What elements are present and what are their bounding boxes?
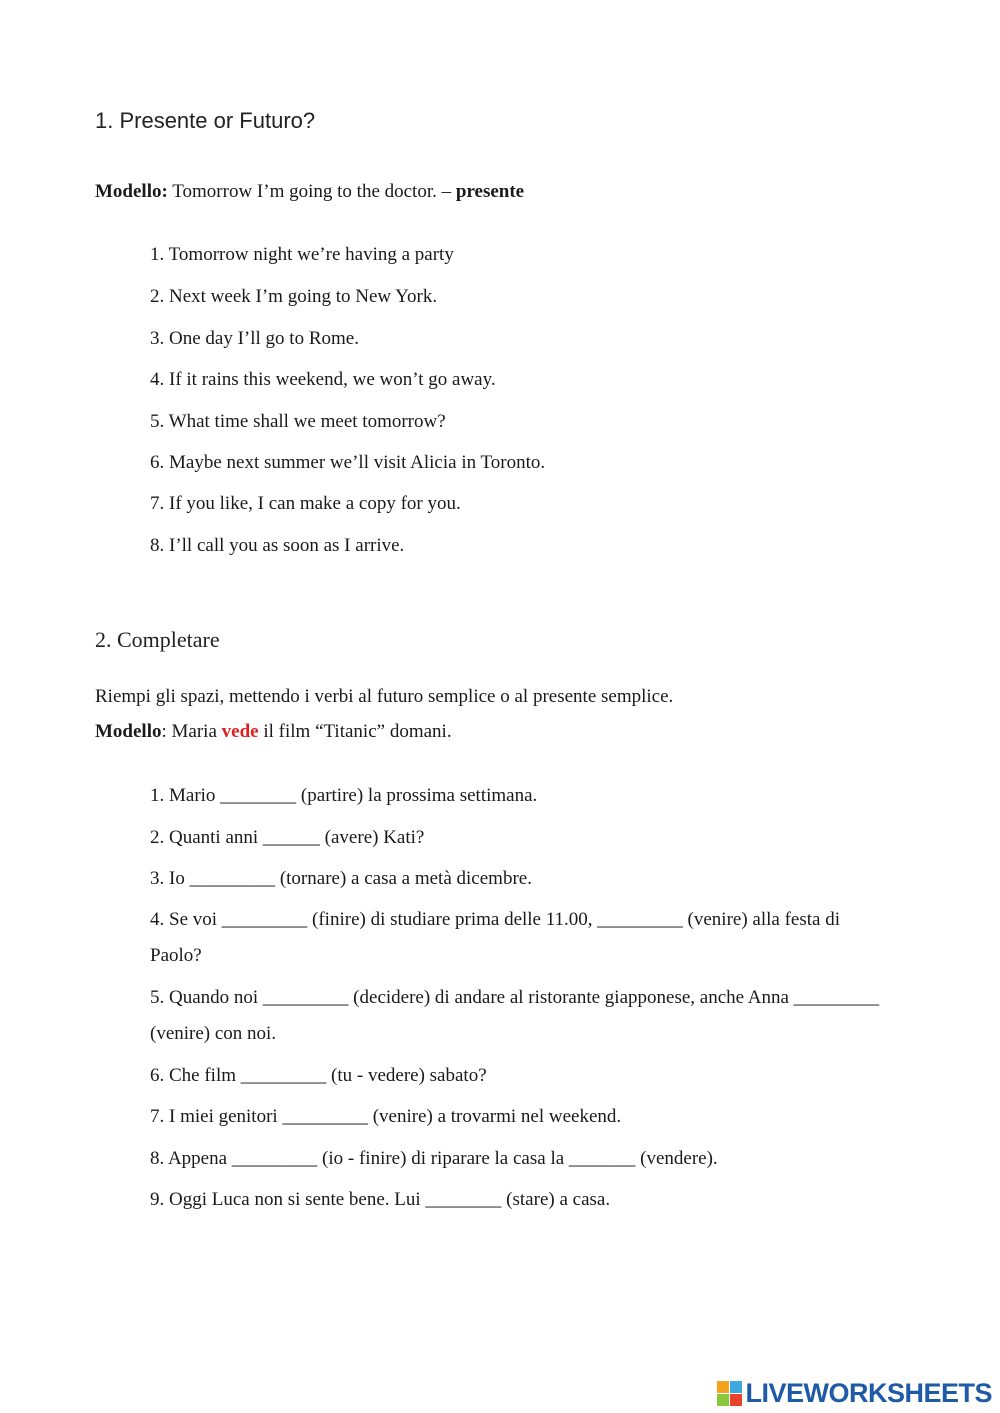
section2-model	[95, 721, 452, 743]
section2-instruction: Riempi gli spazi, mettendo i verbi al futuro semplice o al presente semplice.	[95, 686, 674, 707]
section1-item-3: 3. One day I’ll go to Rome.	[150, 328, 359, 349]
model-label: Modello:	[95, 181, 168, 202]
section2-item-8: 8. Appena _________ (io - finire) di riparare la casa la _______ (vendere).	[150, 1148, 718, 1169]
liveworksheets-logo	[717, 1376, 992, 1410]
section1-item-1: 1. Tomorrow night we’re having a party	[150, 244, 454, 265]
logo-mark-icon	[717, 1381, 742, 1406]
section2-title: 2. Completare	[95, 627, 220, 652]
section1-title: 1. Presente or Futuro?	[95, 108, 316, 133]
section1-item-4: 4. If it rains this weekend, we won’t go away.	[150, 369, 496, 390]
section1-item-8: 8. I’ll call you as soon as I arrive.	[150, 535, 405, 556]
section2-item-1: 1. Mario ________ (partire) la prossima settimana.	[150, 785, 538, 806]
section1-item-5: 5. What time shall we meet tomorrow?	[150, 411, 446, 432]
model-post: il film “Titanic” domani.	[258, 721, 452, 742]
model-label: Modello	[95, 721, 162, 742]
section2-item-7: 7. I miei genitori _________ (venire) a trovarmi nel weekend.	[150, 1106, 622, 1127]
section2-item-9: 9. Oggi Luca non si sente bene. Lui ________ (stare) a casa.	[150, 1189, 611, 1210]
model-text: Tomorrow I’m going to the doctor. –	[167, 181, 456, 202]
section1-item-6: 6. Maybe next summer we’ll visit Alicia in Toronto.	[150, 452, 546, 473]
section2-item-2: 2. Quanti anni ______ (avere) Kati?	[150, 827, 425, 848]
section2-item-4: 4. Se voi _________ (finire) di studiare prima delle 11.00, _________ (venire) alla festa di Paolo?	[150, 909, 840, 966]
logo-text: LIVEWORKSHEETS	[745, 1377, 992, 1408]
section2-item-6: 6. Che film _________ (tu - vedere) sabato?	[150, 1065, 487, 1086]
section1-item-2: 2. Next week I’m going to New York.	[150, 286, 438, 307]
section1-item-7: 7. If you like, I can make a copy for you.	[150, 493, 461, 514]
model-pre: : Maria	[161, 721, 222, 742]
section1-model	[95, 181, 524, 203]
model-answer: presente	[455, 181, 525, 202]
model-highlight: vede	[221, 721, 259, 742]
section2-item-5: 5. Quando noi _________ (decidere) di andare al ristorante giapponese, anche Anna _________ (venire) con noi.	[150, 987, 880, 1044]
section2-item-3: 3. Io _________ (tornare) a casa a metà dicembre.	[150, 868, 532, 889]
